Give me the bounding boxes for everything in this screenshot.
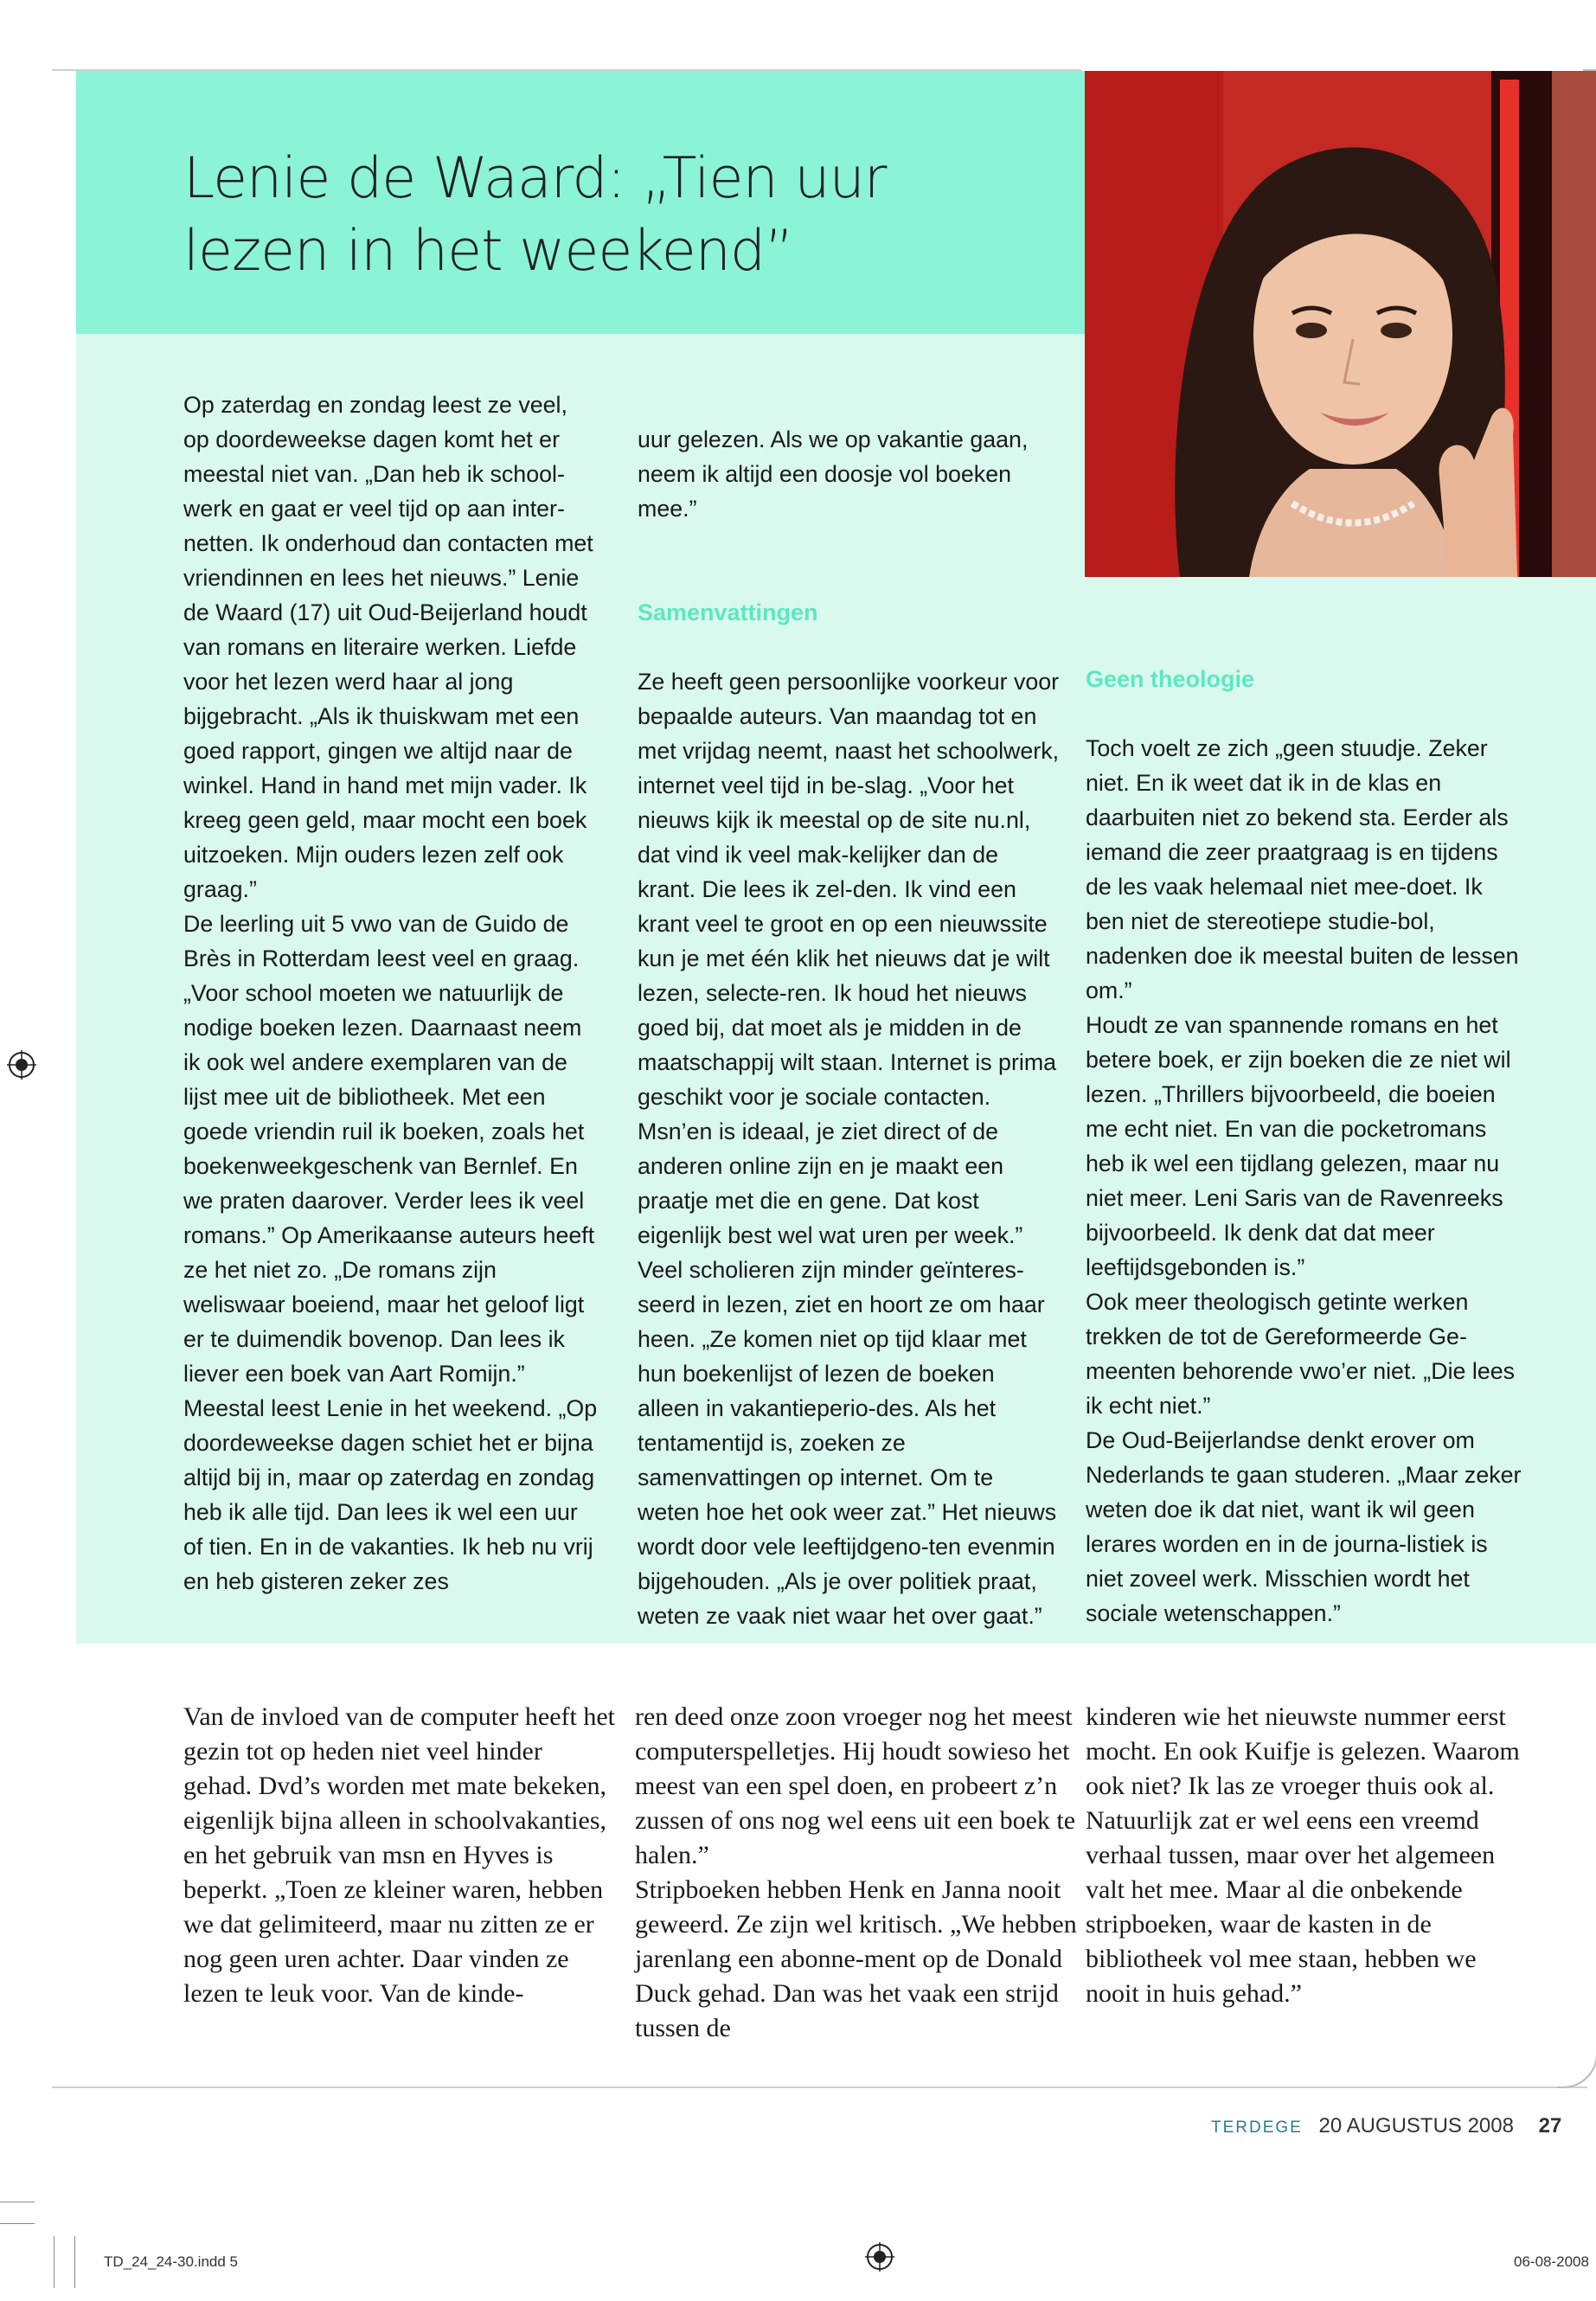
column-3-body: Toch voelt ze zich „geen stuudje. Zeker niet. En ik weet dat ik in de klas en daarbuiten niet zo bekend sta. Eerder als iemand die zeer praatgraag is en tijdens de les vaak helemaal niet mee-doet. Ik ben niet de stereotiepe studie-bol, nadenken doe ik meestal buiten de lessen om.” Houdt ze van spannende romans en het betere boek, er zijn boeken die ze niet wil lezen. „Thrillers bijvoorbeeld, die boeien me echt niet. En van die pocketromans heb ik wel een tijdlang gelezen, maar nu niet meer. Leni Saris van de Ravenreeks bijvoorbeeld. Ik denk dat dat meer leeftijdsgebonden is.” Ook meer theologisch getinte werken trekken de tot de Gereformeerde Ge-meenten behorende vwo’er niet. „Die lees ik echt niet.” De Oud-Beijerlandse denkt erover om Nederlands te gaan studeren. „Maar zeker weten doe ik dat niet, want ik wil geen lerares worden en in de journa-listiek is niet zoveel werk. Misschien wordt het sociale wetenschappen.” — [1086, 735, 1522, 1626]
bottom-trim-rule — [52, 2086, 1587, 2088]
slug-date: 06-08-2008 — [1514, 2253, 1589, 2270]
main-text-column-2: ren deed onze zoon vroeger nog het meest computerspelletjes. Hij houdt sowieso het meest van een spel doen, en probeert z’n zussen of ons nog wel eens uit een boek te halen.” Stripboeken hebben Henk en Janna nooit geweerd. Ze zijn wel kritisch. „We hebben jarenlang een abonne-ment op de Donald Duck gehad. Dan was het vaak een strijd tussen de — [635, 1702, 1077, 2042]
footer-page-number: 27 — [1538, 2114, 1562, 2138]
crop-mark — [74, 2236, 75, 2288]
article-column-1: Op zaterdag en zondag leest ze veel, op doordeweekse dagen komt het er meestal niet van. „Dan heb ik school-werk en gaat er veel tijd op aan inter-netten. Ik onderhoud dan contacten met vriendinnen en lees het nieuws.” Lenie de Waard (17) uit Oud-Beijerland houdt van romans en literaire werken. Liefde voor het lezen werd haar al jong bijgebracht. „Als ik thuiskwam met een goed rapport, gingen we altijd naar de winkel. Hand in hand met mijn vader. Ik kreeg geen geld, maar mocht een boek uitzoeken. Mijn ouders lezen zelf ook graag.” De leerling uit 5 vwo van de Guido de Brès in Rotterdam leest veel en graag. „Voor school moeten we natuurlijk de nodige boeken lezen. Daarnaast neem ik ook wel andere exemplaren van de lijst mee uit de bibliotheek. Met een goede vriendin ruil ik boeken, zoals het boekenweekgeschenk van Bernlef. En we praten daarover. Verder lees ik veel romans.” Op Amerikaanse auteurs heeft ze het niet zo. „De romans zijn weliswaar boeiend, maar het geloof ligt er te duimendik bovenop. Dan lees ik liever een boek van Aart Romijn.” Meestal leest Lenie in het weekend. „Op doordeweekse dagen schiet het er bijna altijd bij in, maar op zaterdag en zondag heb ik alle tijd. Dan lees ik wel een uur of tien. En in de vakanties. Ik heb nu vrij en heb gisteren zeker zes — [183, 392, 598, 1594]
slug-filename: TD_24_24-30.indd 5 — [104, 2253, 239, 2270]
column-2-body: Ze heeft geen persoonlijke voorkeur voor bepaalde auteurs. Van maandag tot en met vrijdag neemt, naast het schoolwerk, internet veel tijd in be-slag. „Voor het nieuws kijk ik meestal op de site nu.nl, dat vind ik veel mak-kelijker dan de krant. Die lees ik zel-den. Ik vind een krant veel te groot en op een nieuwssite kun je met één klik het nieuws dat je wilt lezen, selecte-ren. Ik houd het nieuws goed bij, dat moet als je midden in de maatschappij wilt staan. Internet is prima geschikt voor je sociale contacten. Msn’en is ideaal, je ziet direct of de anderen online zijn en je maakt een praatje met die en gene. Dat kost eigenlijk best wel wat uren per week.” Veel scholieren zijn minder geïnteres-seerd in lezen, ziet en hoort ze om haar heen. „Ze komen niet op tijd klaar met hun boekenlijst of lezen de boeken alleen in vakantieperio-des. Als het tentamentijd is, zoeken ze samenvattingen op internet. Om te weten hoe het ook weer zat.” Het nieuws wordt door vele leeftijdgeno-ten evenmin bijgehouden. „Als je over politiek praat, weten ze vaak niet waar het over gaat.” — [638, 669, 1060, 1629]
main-text-column-1: Van de invloed van de computer heeft het gezin tot op heden niet veel hinder gehad. Dvd’s worden met mate bekeken, eigenlijk bijna alleen in schoolvakanties, en het gebruik van msn en Hyves is beperkt. „Toen ze kleiner waren, hebben we dat gelimiteerd, maar nu zitten ze er nog geen uren achter. Daar vinden ze lezen te leuk voor. Van de kinde- — [183, 1702, 615, 2008]
article-column-3 — [1086, 627, 1522, 1665]
article-headline: Lenie de Waard: „Tien uur lezen in het weekend” — [183, 146, 887, 284]
page-footer — [1211, 2114, 1596, 2138]
crop-mark — [0, 2223, 35, 2224]
footer-date: 20 AUGUSTUS 2008 — [1318, 2114, 1514, 2138]
subhead-samenvattingen: Samenvattingen — [638, 599, 818, 625]
column-2-intro: uur gelezen. Als we op vakantie gaan, neem ik altijd een doosje vol boeken mee.” — [638, 426, 1029, 522]
registration-mark-icon — [7, 1050, 36, 1080]
registration-mark-icon — [865, 2242, 894, 2272]
portrait-illustration — [1085, 71, 1596, 577]
article-column-2 — [638, 388, 1061, 1668]
subhead-geen-theologie: Geen theologie — [1086, 666, 1255, 692]
page-corner-bottom — [1557, 2041, 1596, 2088]
portrait-photo — [1085, 71, 1596, 577]
footer-publication: TERDEGE — [1211, 2118, 1303, 2137]
main-text-column-3: kinderen wie het nieuwste nummer eerst mocht. En ook Kuifje is gelezen. Waarom ook niet? Ik las ze vroeger thuis ook al. Natuurlijk zat er wel eens een vreemd verhaal tussen, maar over het algemeen valt het mee. Maar al die onbekende stripboeken, waar de kasten in de bibliotheek vol mee staan, hebben we nooit in huis gehad.” — [1086, 1702, 1520, 2008]
